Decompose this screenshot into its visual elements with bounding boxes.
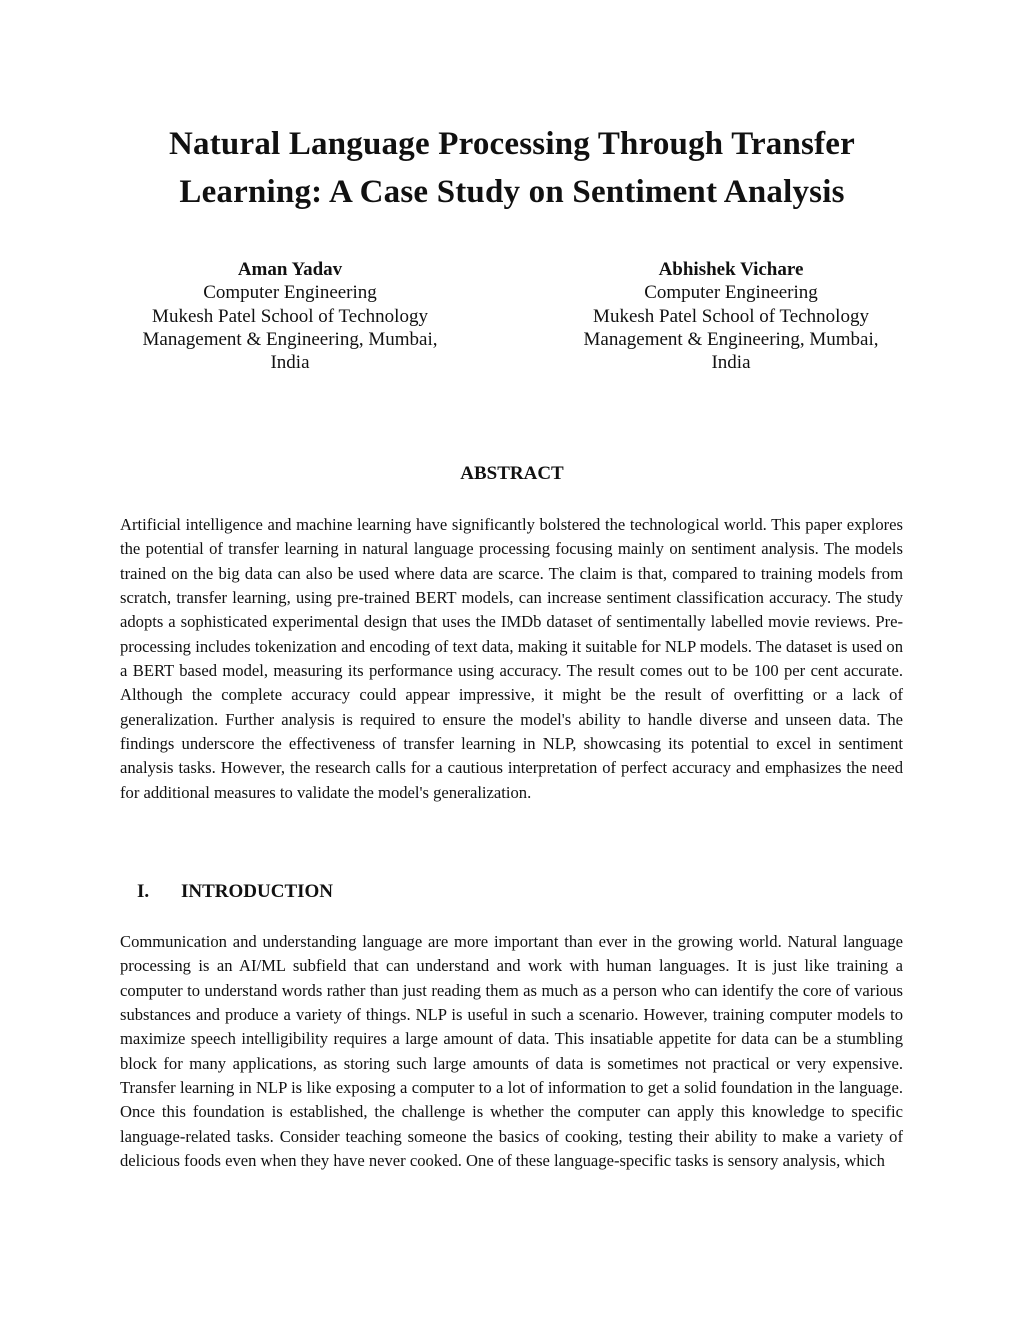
author-card [551, 258, 911, 374]
section-number: I. [137, 881, 150, 902]
author-institution: Management & Engineering, Mumbai, [142, 328, 438, 350]
author-department: Computer Engineering [203, 282, 377, 304]
introduction-heading [137, 880, 333, 904]
author-school: Mukesh Patel School of Technology [152, 305, 428, 327]
author-name: Aman Yadav [237, 259, 343, 280]
author-block [100, 258, 924, 388]
author-department: Computer Engineering [644, 282, 818, 304]
author-country: India [270, 352, 310, 374]
section-title: INTRODUCTION [181, 881, 334, 902]
abstract-heading: ABSTRACT [460, 463, 564, 484]
author-card [110, 258, 470, 374]
author-school: Mukesh Patel School of Technology [593, 305, 869, 327]
paper-title: Natural Language Processing Through Transfer Learning: A Case Study on Sentiment Analysis [169, 126, 855, 210]
author-name: Abhishek Vichare [658, 259, 804, 280]
author-institution: Management & Engineering, Mumbai, [583, 328, 879, 350]
author-country: India [711, 352, 751, 374]
abstract-text: Artificial intelligence and machine learning have significantly bolstered the technological world. This paper explores the potential of transfer learning in natural language processing focusing mainly on sentiment analysis. The models trained on the big data can also be used where data are scarce. The claim is that, compared to training models from scratch, transfer learning, using pre-trained BERT models, can increase sentiment classification accuracy. The study adopts a sophisticated experimental design that uses the IMDb dataset of sentimentally labelled movie reviews. Pre-processing includes tokenization and encoding of text data, making it suitable for NLP models. The dataset is used on a BERT based model, measuring its performance using accuracy. The result comes out to be 100 per cent accurate. Although the complete accuracy could appear impressive, it might be the result of overfitting or a lack of generalization. Further analysis is required to ensure the model's ability to handle diverse and unseen data. The findings underscore the effectiveness of transfer learning in NLP, showcasing its potential to excel in sentiment analysis tasks. However, the research calls for a cautious interpretation of perfect accuracy and emphasizes the need for additional measures to validate the model's generalization. [120, 515, 903, 802]
introduction-text: Communication and understanding language are more important than ever in the growing world. Natural language processing is an AI/ML subfield that can understand and work with human languages. It is just like training a computer to understand words rather than just reading them as much as a person who can identify the core of various substances and produce a variety of things. NLP is useful in such a scenario. However, training computer models to maximize speech intelligibility requires a large amount of data. This insatiable appetite for data can be a stumbling block for many applications, as storing such large amounts of data is sometimes not practical or very expensive. Transfer learning in NLP is like exposing a computer to a lot of information to get a solid foundation in the language. Once this foundation is established, the challenge is whether the computer can apply this knowledge to specific language-related tasks. Consider teaching someone the basics of cooking, testing their ability to make a variety of delicious foods even when they have never cooked. One of these language-specific tasks is sensory analysis, which [120, 932, 903, 1171]
